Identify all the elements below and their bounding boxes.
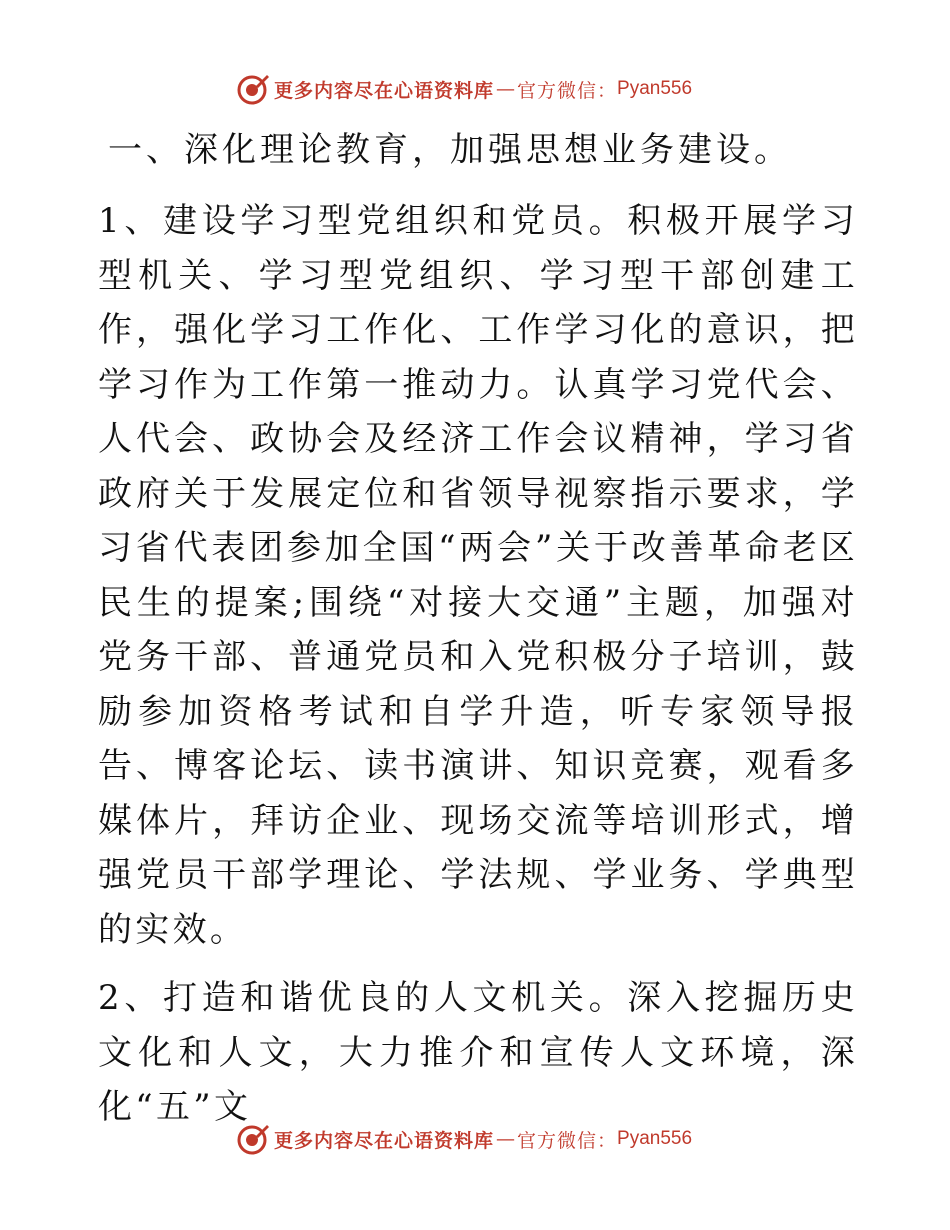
banner-dash: — <box>496 1128 516 1150</box>
paragraph-2: 2、打造和谐优良的人文机关。深入挖掘历史文化和人文，大力推介和宣传人文环境，深化“五”文 <box>98 978 858 1127</box>
header-banner <box>236 72 692 106</box>
logo-icon <box>236 72 270 106</box>
banner-wechat-id: Pyan556 <box>617 78 693 99</box>
document-body <box>98 120 858 1135</box>
banner-wechat-id: Pyan556 <box>617 1128 693 1149</box>
logo-icon <box>236 1122 270 1156</box>
section-heading: 一、深化理论教育，加强思想业务建设。 <box>108 130 792 170</box>
paragraph-1: 1、建设学习型党组织和党员。积极开展学习型机关、学习型党组织、学习型干部创建工作，强化学习工作化、工作学习化的意识，把学习作为工作第一推动力。认真学习党代会、人代会、政协会及经济工作会议精神，学习省政府关于发展定位和省领导视察指示要求，学习省代表团参加全国“两会”关于改善革命老区民生的提案;围绕“对接大交通”主题，加强对党务干部、普通党员和入党积极分子培训，鼓励参加资格考试和自学升造，听专家领导报告、博客论坛、读书演讲、知识竞赛，观看多媒体片，拜访企业、现场交流等培训形式，增强党员干部学理论、学法规、学业务、学典型的实效。 <box>98 201 858 950</box>
banner-main-text: 更多内容尽在心语资料库 <box>274 1129 495 1152</box>
banner-main-text: 更多内容尽在心语资料库 <box>274 79 495 102</box>
footer-banner <box>236 1122 692 1156</box>
banner-dash: — <box>496 78 516 100</box>
banner-wechat-label: 官方微信： <box>517 79 618 102</box>
banner-wechat-label: 官方微信： <box>517 1129 618 1152</box>
